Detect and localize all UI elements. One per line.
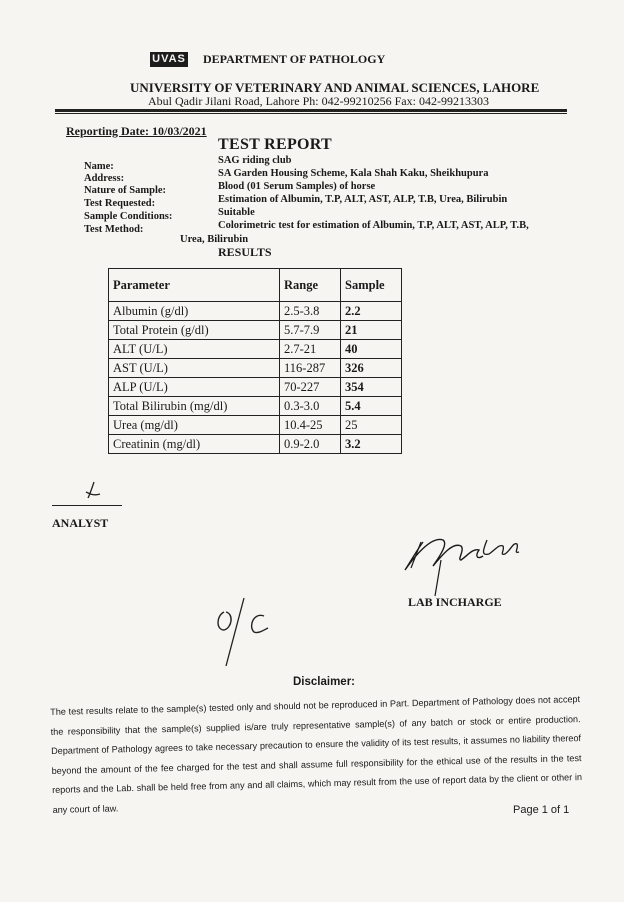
uvas-logo: UVAS — [150, 52, 188, 67]
sample-cell: 354 — [341, 378, 402, 397]
name-value: SAG riding club — [218, 155, 292, 166]
header-divider-thin — [55, 113, 567, 114]
results-heading: RESULTS — [218, 245, 272, 259]
sample-conditions-label: Sample Conditions: — [84, 211, 173, 222]
range-cell: 0.3-3.0 — [280, 397, 341, 416]
test-method-label: Test Method: — [84, 224, 144, 235]
disclaimer-text: The test results relate to the sample(s) tested only and should not be reproduced in Part. Department of Pathology does not accept the responsibility that the sample(s) supplied is/are truly representative sample(s) of any batch or stock or entire production. Department of Pathology agrees to take necessary precaution to ensure the validity of its test results, it assumes no liability thereof beyond the amount of the fee charged for the test and shall assume full responsibility for the ethical use of the results in the test reports and the Lab. shall be held free from any and all claims, which may result from the use of report data by the client or other in any court of law. — [50, 694, 583, 815]
parameter-cell: Total Bilirubin (mg/dl) — [109, 397, 280, 416]
range-cell: 10.4-25 — [280, 416, 341, 435]
address-value: SA Garden Housing Scheme, Kala Shah Kaku, Sheikhupura — [218, 168, 489, 179]
reporting-date: Reporting Date: 10/03/2021 — [66, 124, 207, 138]
page-number: Page 1 of 1 — [513, 804, 570, 816]
name-label: Name: — [84, 161, 114, 172]
analyst-signature — [80, 478, 110, 504]
sample-cell: 2.2 — [341, 302, 402, 321]
lab-incharge-signature — [395, 520, 535, 600]
range-cell: 5.7-7.9 — [280, 321, 341, 340]
sample-cell: 326 — [341, 359, 402, 378]
range-cell: 2.5-3.8 — [280, 302, 341, 321]
parameter-cell: Total Protein (g/dl) — [109, 321, 280, 340]
range-cell: 0.9-2.0 — [280, 435, 341, 454]
header-divider — [55, 109, 567, 112]
parameter-cell: ALP (U/L) — [109, 378, 280, 397]
parameter-cell: Albumin (g/dl) — [109, 302, 280, 321]
parameter-cell: Urea (mg/dl) — [109, 416, 280, 435]
sample-cell: 40 — [341, 340, 402, 359]
range-header: Range — [280, 269, 341, 302]
sample-cell: 3.2 — [341, 435, 402, 454]
range-cell: 116-287 — [280, 359, 341, 378]
sample-cell: 25 — [341, 416, 402, 435]
nature-of-sample-value: Blood (01 Serum Samples) of horse — [218, 181, 376, 192]
disclaimer-title: Disclaimer: — [293, 676, 356, 688]
nature-of-sample-label: Nature of Sample: — [84, 185, 167, 196]
results-table-header — [109, 269, 402, 302]
university-address: Abul Qadir Jilani Road, Lahore Ph: 042-99210256 Fax: 042-99213303 — [148, 94, 489, 108]
table-row — [109, 359, 402, 378]
university-name: UNIVERSITY OF VETERINARY AND ANIMAL SCIENCES, LAHORE — [130, 80, 540, 95]
parameter-header: Parameter — [109, 269, 280, 302]
table-row — [109, 435, 402, 454]
table-row — [109, 340, 402, 359]
parameter-cell: ALT (U/L) — [109, 340, 280, 359]
table-row — [109, 378, 402, 397]
parameter-cell: Creatinin (mg/dl) — [109, 435, 280, 454]
sample-header: Sample — [341, 269, 402, 302]
handwritten-mark — [210, 590, 280, 670]
sample-cell: 21 — [341, 321, 402, 340]
sample-cell: 5.4 — [341, 397, 402, 416]
analyst-label: ANALYST — [52, 516, 109, 530]
department-name: DEPARTMENT OF PATHOLOGY — [203, 52, 386, 66]
test-requested-value: Estimation of Albumin, T.P, ALT, AST, ALP, T.B, Urea, Bilirubin — [218, 194, 508, 205]
table-row — [109, 302, 402, 321]
sample-conditions-value: Suitable — [218, 207, 255, 218]
table-row — [109, 397, 402, 416]
analyst-signature-line — [52, 505, 122, 506]
address-label: Address: — [84, 173, 125, 184]
report-title: TEST REPORT — [218, 136, 333, 153]
parameter-cell: AST (U/L) — [109, 359, 280, 378]
results-table — [108, 268, 402, 454]
test-method-value: Colorimetric test for estimation of Albumin, T.P, ALT, AST, ALP, T.B, — [218, 220, 529, 231]
range-cell: 2.7-21 — [280, 340, 341, 359]
table-row — [109, 416, 402, 435]
range-cell: 70-227 — [280, 378, 341, 397]
table-row — [109, 321, 402, 340]
test-method-continuation: Urea, Bilirubin — [180, 234, 249, 245]
lab-incharge-label: LAB INCHARGE — [408, 595, 502, 609]
test-requested-label: Test Requested: — [84, 198, 156, 209]
